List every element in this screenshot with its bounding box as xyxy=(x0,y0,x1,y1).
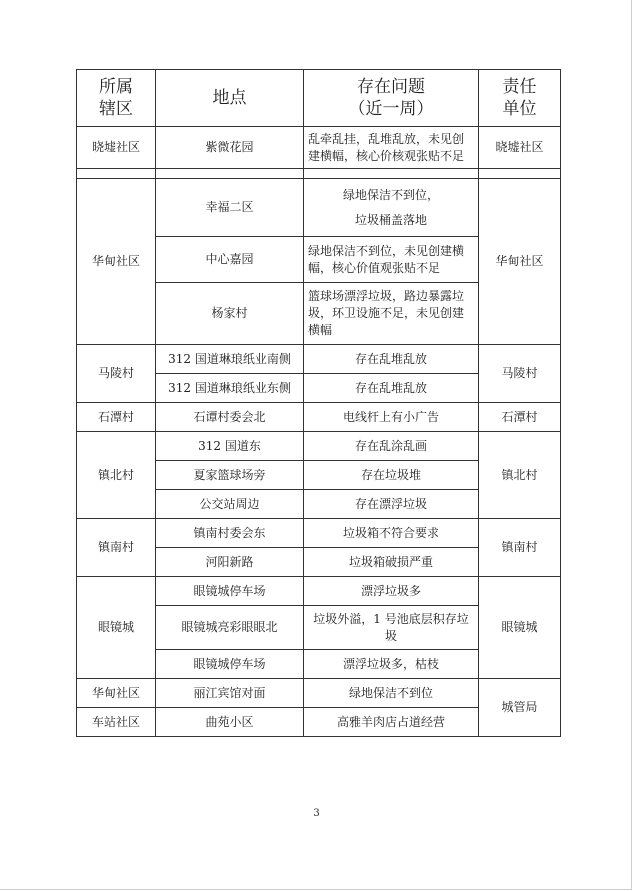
district-cell: 镇北村 xyxy=(77,432,156,519)
district-cell: 晓墟社区 xyxy=(77,127,156,169)
location-cell: 312 国道东 xyxy=(156,432,304,461)
location-cell: 眼镜城亮彩眼眼北 xyxy=(156,606,304,650)
location-cell: 公交站周边 xyxy=(156,490,304,519)
unit-cell: 石潭村 xyxy=(479,403,561,432)
issue-cell: 垃圾外溢，1 号池底层积存垃圾 xyxy=(304,606,479,650)
header-location: 地点 xyxy=(156,70,304,127)
location-cell: 河阳新路 xyxy=(156,548,304,577)
issue-cell: 绿地保洁不到位，未见创建横幅，核心价值观张贴不足 xyxy=(304,237,479,283)
district-cell: 华甸社区 xyxy=(77,679,156,708)
inspection-table xyxy=(76,69,561,737)
issue-cell: 垃圾箱不符合要求 xyxy=(304,519,479,548)
unit-cell: 华甸社区 xyxy=(479,179,561,345)
table-row xyxy=(77,519,561,548)
location-cell: 312 国道琳琅纸业南侧 xyxy=(156,345,304,374)
district-cell: 石潭村 xyxy=(77,403,156,432)
district-cell: 车站社区 xyxy=(77,708,156,737)
issue-cell: 存在乱堆乱放 xyxy=(304,374,479,403)
header-issue: 存在问题 （近一周） xyxy=(304,70,479,127)
issue-cell: 乱牵乱挂，乱堆乱放，未见创建横幅，核心价核观张贴不足 xyxy=(304,127,479,169)
table-spacer-row xyxy=(77,169,561,179)
issue-cell: 垃圾箱破损严重 xyxy=(304,548,479,577)
unit-cell: 马陵村 xyxy=(479,345,561,403)
issue-cell: 电线杆上有小广告 xyxy=(304,403,479,432)
table-row xyxy=(77,403,561,432)
unit-cell: 城管局 xyxy=(479,679,561,737)
issue-cell: 存在漂浮垃圾 xyxy=(304,490,479,519)
unit-cell: 晓墟社区 xyxy=(479,127,561,169)
district-cell: 华甸社区 xyxy=(77,179,156,345)
issue-cell: 绿地保洁不到位， 垃圾桶盖落地 xyxy=(304,179,479,237)
unit-cell: 眼镜城 xyxy=(479,577,561,679)
location-cell: 杨家村 xyxy=(156,283,304,345)
location-cell: 石谭村委会北 xyxy=(156,403,304,432)
table-row xyxy=(77,179,561,237)
issue-cell: 绿地保洁不到位 xyxy=(304,679,479,708)
location-cell: 眼镜城停车场 xyxy=(156,650,304,679)
table-row xyxy=(77,127,561,169)
table-row xyxy=(77,432,561,461)
district-cell: 马陵村 xyxy=(77,345,156,403)
issue-cell: 漂浮垃圾多 xyxy=(304,577,479,606)
location-cell: 夏家篮球场旁 xyxy=(156,461,304,490)
location-cell: 丽江宾馆对面 xyxy=(156,679,304,708)
location-cell: 幸福二区 xyxy=(156,179,304,237)
unit-cell: 镇南村 xyxy=(479,519,561,577)
table-row xyxy=(77,345,561,374)
table-header-row xyxy=(77,70,561,127)
unit-cell: 镇北村 xyxy=(479,432,561,519)
issue-cell: 高雅羊肉店占道经营 xyxy=(304,708,479,737)
location-cell: 紫微花园 xyxy=(156,127,304,169)
location-cell: 镇南村委会东 xyxy=(156,519,304,548)
issue-cell: 存在乱涂乱画 xyxy=(304,432,479,461)
issue-cell: 存在垃圾堆 xyxy=(304,461,479,490)
header-unit: 责任 单位 xyxy=(479,70,561,127)
location-cell: 中心嘉园 xyxy=(156,237,304,283)
issue-cell: 篮球场漂浮垃圾，路边暴露垃圾，环卫设施不足，未见创建横幅 xyxy=(304,283,479,345)
district-cell: 眼镜城 xyxy=(77,577,156,679)
issue-cell: 存在乱堆乱放 xyxy=(304,345,479,374)
page-number: 3 xyxy=(313,808,320,819)
table-row xyxy=(77,679,561,708)
header-district: 所属 辖区 xyxy=(77,70,156,127)
table-row xyxy=(77,577,561,606)
location-cell: 曲苑小区 xyxy=(156,708,304,737)
district-cell: 镇南村 xyxy=(77,519,156,577)
issue-cell: 漂浮垃圾多，枯枝 xyxy=(304,650,479,679)
location-cell: 312 国道琳琅纸业东侧 xyxy=(156,374,304,403)
location-cell: 眼镜城停车场 xyxy=(156,577,304,606)
